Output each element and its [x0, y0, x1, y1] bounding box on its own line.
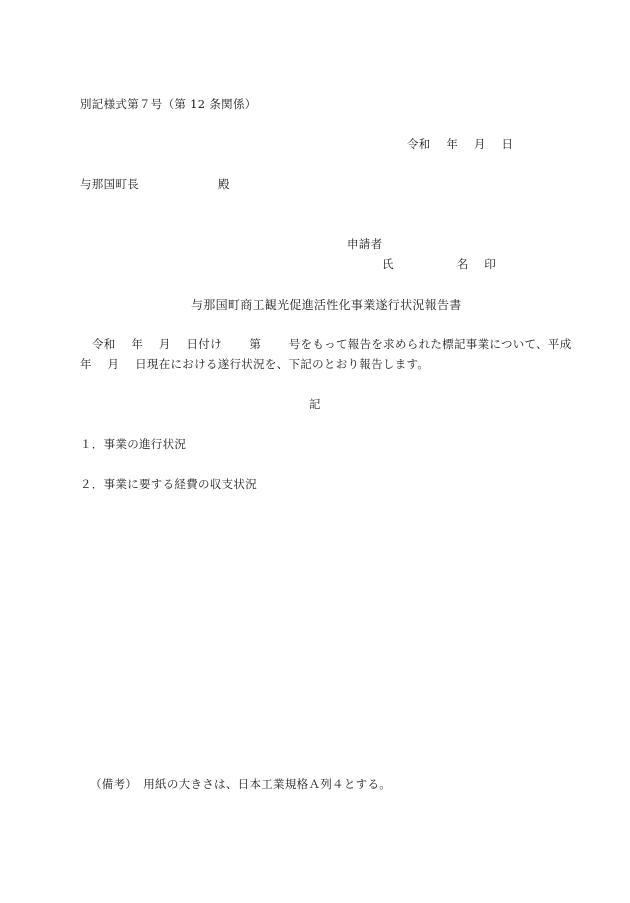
note: （備考） 用紙の大きさは、日本工業規格Ａ列４とする。 — [90, 777, 392, 791]
addressee-honorific: 殿 — [218, 177, 230, 191]
item-2: ２．事業に要する経費の収支状況 — [80, 477, 257, 491]
ki-heading: 記 — [309, 397, 321, 411]
addressee-name: 与那国町長 — [80, 177, 139, 191]
item-1: １．事業の進行状況 — [80, 437, 187, 451]
date-line: 令和 年 月 日 — [407, 137, 514, 151]
applicant-name-field: 氏 名 印 — [382, 257, 497, 271]
applicant-label: 申請者 — [347, 237, 383, 251]
body-line-2: 年 月 日現在における遂行状況を、下記のとおり報告します。 — [80, 357, 430, 371]
report-title: 与那国町商工観光促進活性化事業遂行状況報告書 — [191, 298, 462, 312]
body-line-1: 令和 年 月 日付け 第 号をもって報告を求められた標記事業について、平成 — [92, 337, 572, 351]
form-label: 別記様式第７号（第 12 条関係） — [80, 97, 257, 111]
